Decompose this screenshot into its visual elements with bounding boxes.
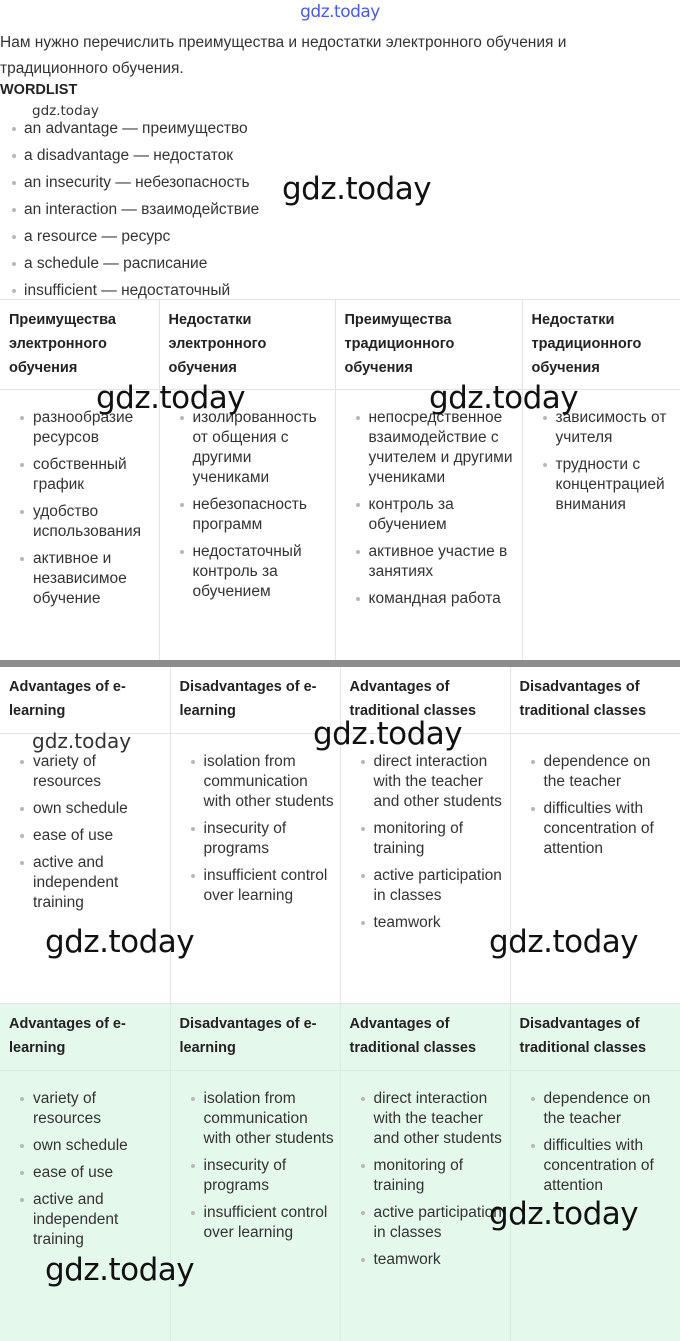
header-en-elearning-advantages: Advantages of e-learning bbox=[0, 667, 170, 733]
list-item: active participation in classes bbox=[361, 1203, 506, 1243]
list-item: недостаточный контроль за обучением bbox=[180, 542, 331, 602]
list-item: трудности с концентрацией внимания bbox=[543, 455, 676, 515]
list-item: insufficient control over learning bbox=[191, 1203, 336, 1243]
watermark: gdz.today bbox=[489, 924, 639, 960]
list-item: небезопасность программ bbox=[180, 495, 331, 535]
wordlist bbox=[12, 115, 259, 304]
list-item: собственный график bbox=[20, 455, 155, 495]
list-item: isolation from communication with other students bbox=[191, 1089, 336, 1149]
header-en-elearning-disadvantages: Disadvantages of e-learning bbox=[170, 1004, 340, 1070]
header-en-traditional-disadvantages: Disadvantages of traditional classes bbox=[510, 1004, 680, 1070]
list-item: активное и независимое обучение bbox=[20, 549, 155, 609]
list-item: direct interaction with the teacher and other students bbox=[361, 1089, 506, 1149]
cell-en-col-3 bbox=[340, 1070, 510, 1341]
list-item: own schedule bbox=[20, 1136, 166, 1156]
header-en-traditional-advantages: Advantages of traditional classes bbox=[340, 1004, 510, 1070]
list-item: active and independent training bbox=[20, 1190, 166, 1250]
header-ru-elearning-advantages: Преимущества электронного обучения bbox=[0, 300, 159, 390]
list-item: непосредственное взаимодействие с учителем и другими учениками bbox=[356, 408, 518, 488]
watermark: gdz.today bbox=[313, 716, 463, 752]
list-item: insecurity of programs bbox=[191, 1156, 336, 1196]
cell-en-col-3 bbox=[340, 733, 510, 1003]
list-item: isolation from communication with other students bbox=[191, 752, 336, 812]
list-item: удобство использования bbox=[20, 502, 155, 542]
list-item: variety of resources bbox=[20, 1089, 166, 1129]
watermark-small: gdz.today bbox=[32, 103, 99, 119]
cell-en-col-1 bbox=[0, 733, 170, 1003]
wordlist-item: an interaction — взаимодействие bbox=[12, 196, 259, 223]
list-item: dependence on the teacher bbox=[531, 1089, 676, 1129]
watermark: gdz.today bbox=[96, 380, 246, 416]
cell-ru-col-1 bbox=[0, 390, 159, 660]
intro-line-1: Нам нужно перечислить преимущества и недостатки электронного обучения и bbox=[0, 34, 567, 51]
header-ru-traditional-advantages: Преимущества традиционного обучения bbox=[335, 300, 522, 390]
list-item: insecurity of programs bbox=[191, 819, 336, 859]
list-item: own schedule bbox=[20, 799, 166, 819]
list-item: активное участие в занятиях bbox=[356, 542, 518, 582]
watermark: gdz.today bbox=[45, 1252, 195, 1288]
list-item: ease of use bbox=[20, 1163, 166, 1183]
list-item: разнообразие ресурсов bbox=[20, 408, 155, 448]
list-item: teamwork bbox=[361, 1250, 506, 1270]
list-item: контроль за обучением bbox=[356, 495, 518, 535]
wordlist-item: a resource — ресурс bbox=[12, 223, 259, 250]
wordlist-item: an insecurity — небезопасность bbox=[12, 169, 259, 196]
cell-ru-col-4 bbox=[522, 390, 680, 660]
watermark: gdz.today bbox=[282, 171, 432, 207]
list-item: monitoring of training bbox=[361, 819, 506, 859]
list-item: insufficient control over learning bbox=[191, 866, 336, 906]
watermark: gdz.today bbox=[32, 729, 132, 753]
wordlist-item: a disadvantage — недостаток bbox=[12, 142, 259, 169]
list-item: изолированность от общения с другими учениками bbox=[180, 408, 331, 488]
list-item: dependence on the teacher bbox=[531, 752, 676, 792]
section-divider bbox=[0, 660, 680, 667]
cell-en-col-2 bbox=[170, 733, 340, 1003]
watermark: gdz.today bbox=[429, 380, 579, 416]
cell-en-col-4 bbox=[510, 733, 680, 1003]
cell-en-col-2 bbox=[170, 1070, 340, 1341]
wordlist-title: WORDLIST bbox=[0, 82, 78, 98]
cell-en-col-1 bbox=[0, 1070, 170, 1341]
list-item: active and independent training bbox=[20, 853, 166, 913]
list-item: ease of use bbox=[20, 826, 166, 846]
cell-ru-col-2 bbox=[159, 390, 335, 660]
watermark: gdz.today bbox=[45, 924, 195, 960]
header-en-traditional-advantages: Advantages of traditional classes bbox=[340, 667, 510, 733]
watermark-top: gdz.today bbox=[300, 2, 380, 22]
header-ru-traditional-disadvantages: Недостатки традиционного обучения bbox=[522, 300, 680, 390]
list-item: difficulties with concentration of attention bbox=[531, 799, 676, 859]
list-item: variety of resources bbox=[20, 752, 166, 792]
cell-ru-col-3 bbox=[335, 390, 522, 660]
intro-line-2: традиционного обучения. bbox=[0, 60, 184, 77]
table-russian bbox=[0, 299, 680, 660]
wordlist-item: a schedule — расписание bbox=[12, 250, 259, 277]
wordlist-item: an advantage — преимущество bbox=[12, 115, 259, 142]
wordlist-item: insufficient — недостаточный bbox=[12, 277, 259, 304]
watermark: gdz.today bbox=[489, 1196, 639, 1232]
header-en-traditional-disadvantages: Disadvantages of traditional classes bbox=[510, 667, 680, 733]
list-item: monitoring of training bbox=[361, 1156, 506, 1196]
list-item: active participation in classes bbox=[361, 866, 506, 906]
header-en-elearning-disadvantages: Disadvantages of e-learning bbox=[170, 667, 340, 733]
header-en-elearning-advantages: Advantages of e-learning bbox=[0, 1004, 170, 1070]
list-item: teamwork bbox=[361, 913, 506, 933]
header-ru-elearning-disadvantages: Недостатки электронного обучения bbox=[159, 300, 335, 390]
list-item: difficulties with concentration of attention bbox=[531, 1136, 676, 1196]
list-item: командная работа bbox=[356, 589, 518, 609]
table-english-highlighted bbox=[0, 1004, 680, 1341]
intro-text bbox=[0, 30, 680, 82]
list-item: зависимость от учителя bbox=[543, 408, 676, 448]
list-item: direct interaction with the teacher and other students bbox=[361, 752, 506, 812]
